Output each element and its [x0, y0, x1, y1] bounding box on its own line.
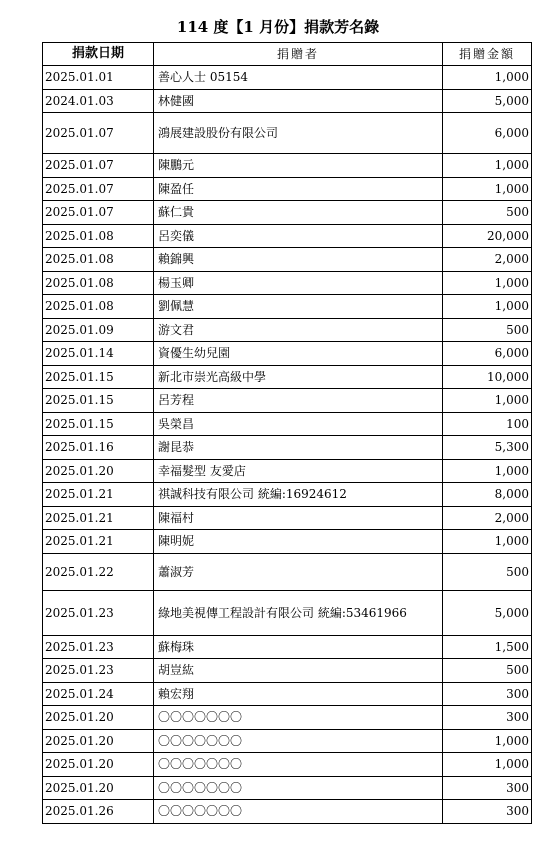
donation-date-cell: 2025.01.20: [43, 753, 154, 777]
donation-amount-cell: 10,000: [443, 365, 532, 389]
donation-amount-cell: 1,000: [443, 530, 532, 554]
donation-amount-cell: 300: [443, 800, 532, 824]
table-row: [43, 154, 532, 178]
donation-date-cell: 2025.01.15: [43, 365, 154, 389]
donation-amount-cell: 1,000: [443, 295, 532, 319]
table-row: [43, 436, 532, 460]
donation-date-cell: 2025.01.16: [43, 436, 154, 460]
donation-date-cell: 2025.01.08: [43, 248, 154, 272]
donor-name-cell: 游文君: [154, 318, 443, 342]
donation-date-cell: 2025.01.07: [43, 177, 154, 201]
donation-amount-cell: 1,000: [443, 271, 532, 295]
table-row: [43, 365, 532, 389]
table-row: [43, 776, 532, 800]
table-row: [43, 635, 532, 659]
donation-date-cell: 2025.01.21: [43, 530, 154, 554]
table-row: [43, 506, 532, 530]
donor-name-cell: 幸福髮型 友愛店: [154, 459, 443, 483]
donation-amount-cell: 6,000: [443, 113, 532, 154]
donation-amount-cell: 5,300: [443, 436, 532, 460]
table-row: [43, 753, 532, 777]
donation-date-cell: 2025.01.15: [43, 412, 154, 436]
donation-amount-cell: 1,000: [443, 729, 532, 753]
donation-amount-cell: 1,000: [443, 177, 532, 201]
donation-amount-cell: 1,000: [443, 154, 532, 178]
table-row: [43, 459, 532, 483]
donation-amount-cell: 500: [443, 553, 532, 590]
table-body: [43, 66, 532, 824]
donor-name-cell: 陳鵬元: [154, 154, 443, 178]
donation-date-cell: 2025.01.08: [43, 271, 154, 295]
table-row: [43, 342, 532, 366]
donation-amount-cell: 300: [443, 682, 532, 706]
donation-amount-cell: 6,000: [443, 342, 532, 366]
table-row: [43, 590, 532, 635]
donor-name-cell: 綠地美視傳工程設計有限公司 統編:53461966: [154, 590, 443, 635]
column-header-amount: 捐贈金額: [443, 43, 532, 66]
donation-amount-cell: 1,500: [443, 635, 532, 659]
table-row: [43, 412, 532, 436]
donor-name-cell: 賴錦興: [154, 248, 443, 272]
donor-name-cell: 呂奕儀: [154, 224, 443, 248]
donation-date-cell: 2025.01.15: [43, 389, 154, 413]
table-row: [43, 113, 532, 154]
donor-name-cell: 善心人士 05154: [154, 66, 443, 90]
donor-name-cell: 賴宏翔: [154, 682, 443, 706]
donation-amount-cell: 300: [443, 776, 532, 800]
table-row: [43, 201, 532, 225]
donation-date-cell: 2025.01.01: [43, 66, 154, 90]
table-row: [43, 177, 532, 201]
donation-date-cell: 2025.01.21: [43, 483, 154, 507]
donation-table: [42, 42, 532, 824]
donation-amount-cell: 500: [443, 659, 532, 683]
donation-amount-cell: 300: [443, 706, 532, 730]
donation-date-cell: 2025.01.21: [43, 506, 154, 530]
donor-name-cell: 〇〇〇〇〇〇〇: [154, 776, 443, 800]
donor-name-cell: 鴻展建設股份有限公司: [154, 113, 443, 154]
donor-name-cell: 新北市崇光高級中學: [154, 365, 443, 389]
table-row: [43, 706, 532, 730]
donor-name-cell: 吳榮昌: [154, 412, 443, 436]
donation-date-cell: 2025.01.26: [43, 800, 154, 824]
donor-name-cell: 陳福村: [154, 506, 443, 530]
donation-date-cell: 2025.01.20: [43, 729, 154, 753]
donor-name-cell: 謝昆恭: [154, 436, 443, 460]
column-header-date: 捐款日期: [43, 43, 154, 66]
table-row: [43, 682, 532, 706]
donation-date-cell: 2025.01.23: [43, 659, 154, 683]
donation-amount-cell: 100: [443, 412, 532, 436]
donation-date-cell: 2025.01.07: [43, 201, 154, 225]
donation-amount-cell: 20,000: [443, 224, 532, 248]
table-row: [43, 271, 532, 295]
donation-date-cell: 2025.01.08: [43, 295, 154, 319]
donation-amount-cell: 5,000: [443, 590, 532, 635]
donor-name-cell: 蘇梅珠: [154, 635, 443, 659]
donor-name-cell: 呂芳程: [154, 389, 443, 413]
table-row: [43, 530, 532, 554]
donation-date-cell: 2025.01.14: [43, 342, 154, 366]
table-row: [43, 89, 532, 113]
column-header-donor: 捐贈者: [154, 43, 443, 66]
table-row: [43, 729, 532, 753]
donor-name-cell: 〇〇〇〇〇〇〇: [154, 800, 443, 824]
donation-date-cell: 2025.01.23: [43, 590, 154, 635]
donor-name-cell: 楊玉卿: [154, 271, 443, 295]
donor-name-cell: 蘇仁貴: [154, 201, 443, 225]
donor-name-cell: 〇〇〇〇〇〇〇: [154, 706, 443, 730]
donation-date-cell: 2025.01.08: [43, 224, 154, 248]
donation-amount-cell: 2,000: [443, 248, 532, 272]
donor-name-cell: 陳盈任: [154, 177, 443, 201]
donor-name-cell: 林健國: [154, 89, 443, 113]
donor-name-cell: 胡豈紘: [154, 659, 443, 683]
donor-name-cell: 陳明妮: [154, 530, 443, 554]
donation-date-cell: 2025.01.20: [43, 776, 154, 800]
table-row: [43, 318, 532, 342]
donor-name-cell: 祺誠科技有限公司 統編:16924612: [154, 483, 443, 507]
table-row: [43, 659, 532, 683]
donation-amount-cell: 1,000: [443, 753, 532, 777]
donation-amount-cell: 500: [443, 318, 532, 342]
donor-name-cell: 資優生幼兒園: [154, 342, 443, 366]
donation-date-cell: 2025.01.24: [43, 682, 154, 706]
donation-amount-cell: 1,000: [443, 459, 532, 483]
table-header-row: [43, 43, 532, 66]
table-row: [43, 295, 532, 319]
table-row: [43, 66, 532, 90]
table-row: [43, 389, 532, 413]
donation-date-cell: 2025.01.20: [43, 459, 154, 483]
donor-name-cell: 〇〇〇〇〇〇〇: [154, 729, 443, 753]
donation-amount-cell: 8,000: [443, 483, 532, 507]
donor-name-cell: 〇〇〇〇〇〇〇: [154, 753, 443, 777]
donor-name-cell: 劉佩慧: [154, 295, 443, 319]
donation-date-cell: 2024.01.03: [43, 89, 154, 113]
donation-amount-cell: 1,000: [443, 66, 532, 90]
donation-date-cell: 2025.01.07: [43, 113, 154, 154]
donation-amount-cell: 500: [443, 201, 532, 225]
table-row: [43, 553, 532, 590]
donor-name-cell: 蕭淑芳: [154, 553, 443, 590]
donation-date-cell: 2025.01.20: [43, 706, 154, 730]
table-row: [43, 800, 532, 824]
donation-amount-cell: 5,000: [443, 89, 532, 113]
table-row: [43, 224, 532, 248]
donation-date-cell: 2025.01.09: [43, 318, 154, 342]
table-row: [43, 483, 532, 507]
donation-amount-cell: 1,000: [443, 389, 532, 413]
donation-date-cell: 2025.01.22: [43, 553, 154, 590]
donation-date-cell: 2025.01.07: [43, 154, 154, 178]
table-row: [43, 248, 532, 272]
donation-amount-cell: 2,000: [443, 506, 532, 530]
donation-date-cell: 2025.01.23: [43, 635, 154, 659]
page-title: 114 度【1 月份】捐款芳名錄: [176, 18, 380, 36]
